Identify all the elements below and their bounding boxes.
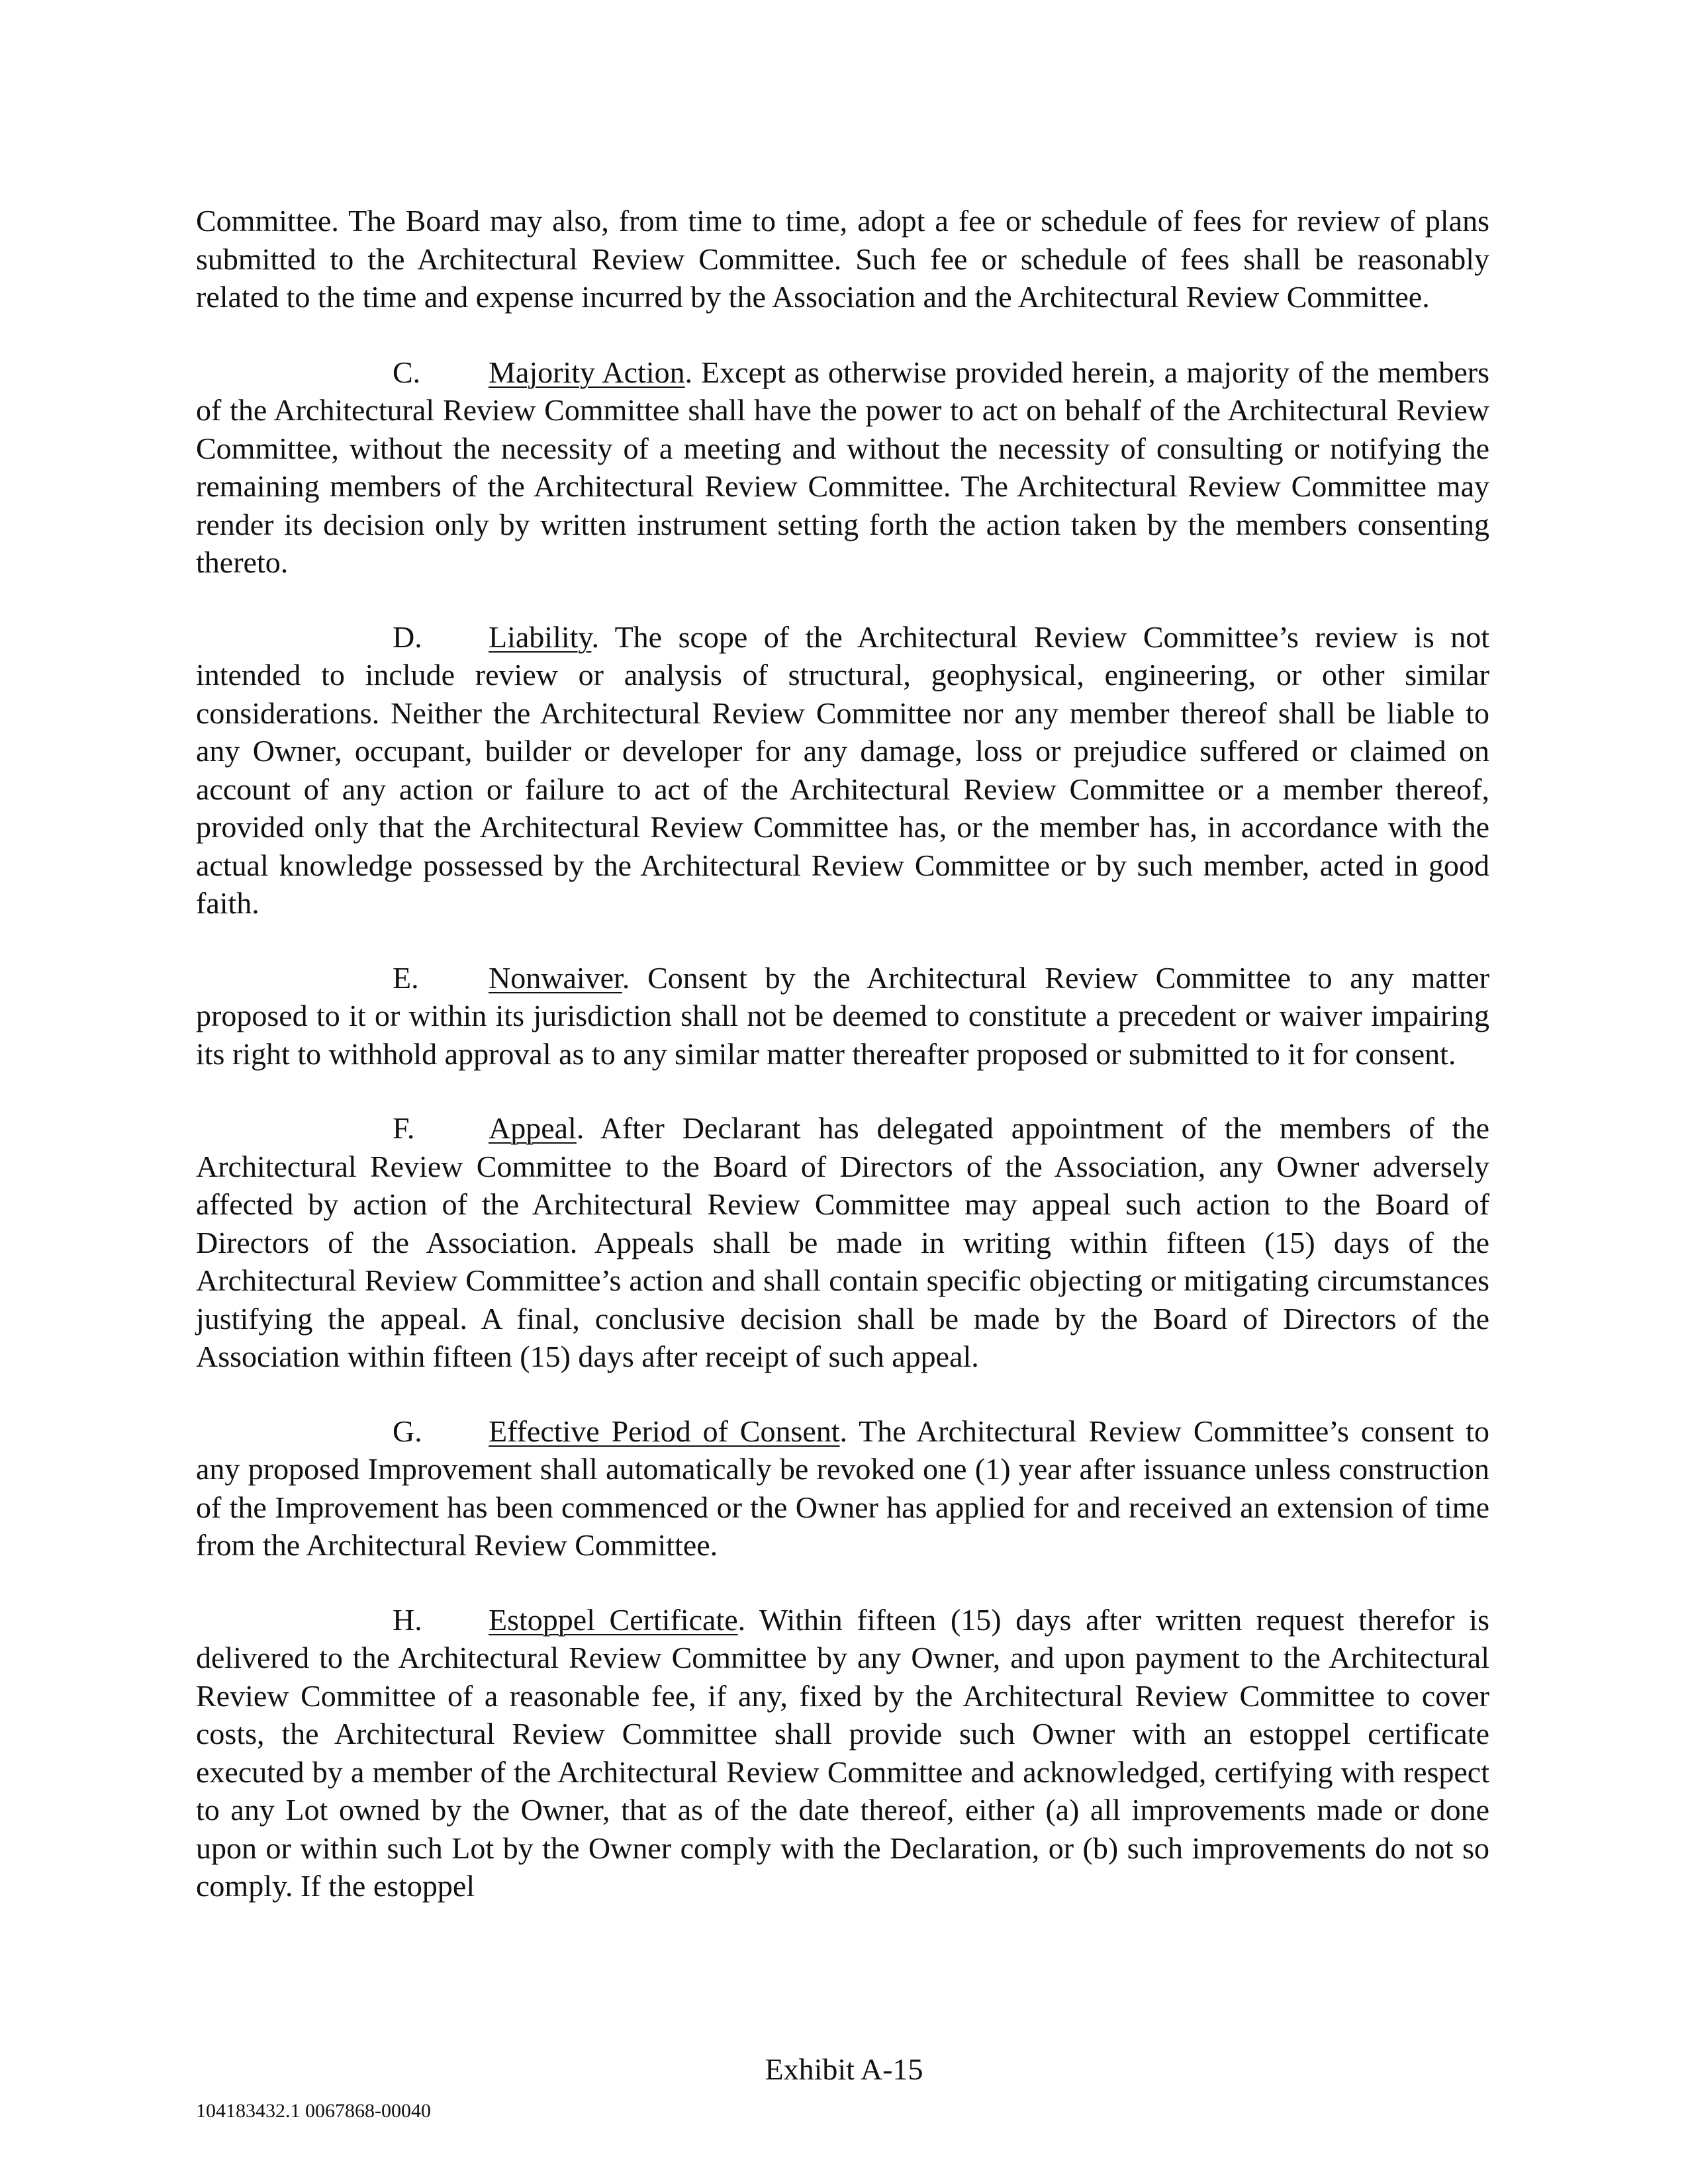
section-d-letter: D. [393,619,422,654]
section-c-body: . Except as otherwise provided herein, a majority of the members of the Architectural Review Committee shall have the power to act on behalf of the Architectural Review Committee, without the necessity of a meeting and without the necessity of consulting or notifying the remaining members of the Architectural Review Committee. The Architectural Review Committee may render its decision only by written instrument setting forth the action taken by the members consenting thereto. [196,355,1489,579]
section-g-body: . The Architectural Review Committee’s consent to any proposed Improvement shall automatically be revoked one (1) year after issuance unless construction of the Improvement has been commenced or the Owner has applied for and received an extension of time from the Architectural Review Committee. [196,1414,1489,1562]
section-c-letter: C. [393,355,421,389]
section-e-body: . Consent by the Architectural Review Committee to any matter proposed to it or within its jurisdiction shall not be deemed to constitute a precedent or waiver impairing its right to withhold approval as to any similar matter thereafter proposed or submitted to it for consent. [196,960,1489,1071]
section-f-letter: F. [393,1111,415,1145]
document-page [196,202,1489,1942]
section-h-body: . Within fifteen (15) days after written request therefor is delivered to the Architectural Review Committee by any Owner, and upon payment to the Architectural Review Committee of a reasonable fee, if any, fixed by the Architectural Review Committee to cover costs, the Architectural Review Committee shall provide such Owner with an estoppel certificate executed by a member of the Architectural Review Committee and acknowledged, certifying with respect to any Lot owned by the Owner, that as of the date thereof, either (a) all improvements made or done upon or within such Lot by the Owner comply with the Declaration, or (b) such improvements do not so comply. If the estoppel [196,1602,1489,1903]
section-f-paragraph [196,1109,1489,1376]
section-g-letter: G. [393,1414,422,1448]
page-footer: Exhibit A-15 [765,2052,923,2086]
section-d-heading: Liability [489,619,592,654]
section-d-paragraph [196,618,1489,923]
section-e-letter: E. [393,960,419,995]
document-id: 104183432.1 0067868-00040 [196,2100,431,2122]
section-f-body: . After Declarant has delegated appointment of the members of the Architectural Review Committee to the Board of Directors of the Association, any Owner adversely affected by action of the Architectural Review Committee may appeal such action to the Board of Directors of the Association. Appeals shall be made in writing within fifteen (15) days of the Architectural Review Committee’s action and shall contain specific objecting or mitigating circumstances justifying the appeal. A final, conclusive decision shall be made by the Board of Directors of the Association within fifteen (15) days after receipt of such appeal. [196,1111,1489,1373]
section-h-heading: Estoppel Certificate [489,1602,738,1637]
intro-paragraph: Committee. The Board may also, from time to time, adopt a fee or schedule of fees for review of plans submitted to the Architectural Review Committee. Such fee or schedule of fees shall be reasonably related to the time and expense incurred by the Association and the Architectural Review Committee. [196,204,1489,314]
section-h-paragraph [196,1601,1489,1905]
section-e-heading: Nonwaiver [489,960,622,995]
section-f-heading: Appeal [489,1111,577,1145]
section-g-heading: Effective Period of Consent [489,1414,840,1448]
section-c-paragraph [196,353,1489,582]
section-e-paragraph [196,959,1489,1073]
section-g-paragraph [196,1412,1489,1565]
section-c-heading: Majority Action [489,355,685,389]
section-d-body: . The scope of the Architectural Review Committee’s review is not intended to include review or analysis of structural, geophysical, engineering, or other similar considerations. Neither the Architectural Review Committee nor any member thereof shall be liable to any Owner, occupant, builder or developer for any damage, loss or prejudice suffered or claimed on account of any action or failure to act of the Architectural Review Committee or a member thereof, provided only that the Architectural Review Committee has, or the member has, in accordance with the actual knowledge possessed by the Architectural Review Committee or by such member, acted in good faith. [196,619,1489,920]
section-h-letter: H. [393,1602,422,1637]
